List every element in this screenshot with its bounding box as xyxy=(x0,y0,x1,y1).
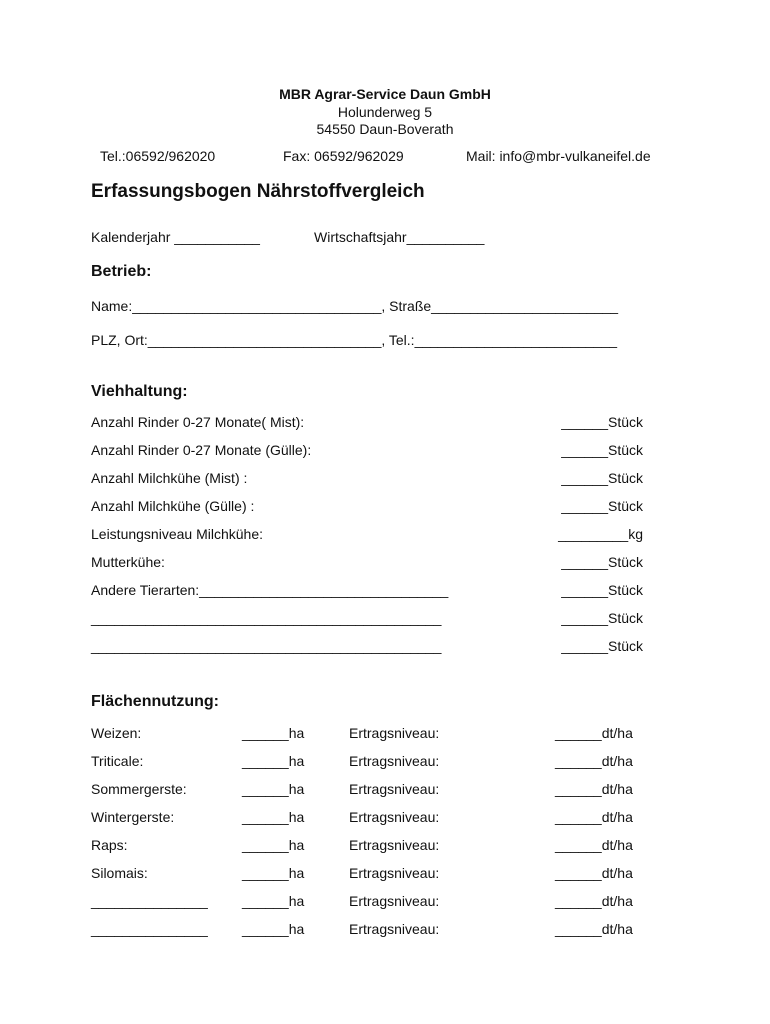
crop-area-field[interactable]: ______ha xyxy=(242,781,305,797)
viehhaltung-row-count-field[interactable]: ______Stück xyxy=(561,470,643,486)
company-street: Holunderweg 5 xyxy=(337,104,433,120)
flaechennutzung-heading: Flächennutzung: xyxy=(91,693,219,710)
viehhaltung-row-label[interactable]: Andere Tierarten:________________________________ xyxy=(91,582,449,598)
ertragsniveau-field[interactable]: ______dt/ha xyxy=(555,837,633,853)
ertragsniveau-label: Ertragsniveau: xyxy=(349,837,440,853)
viehhaltung-row-count-field[interactable]: _________kg xyxy=(558,526,643,542)
crop-label[interactable]: _______________ xyxy=(91,893,208,909)
ertragsniveau-label: Ertragsniveau: xyxy=(349,921,440,937)
viehhaltung-row-label: Anzahl Milchkühe (Gülle) : xyxy=(91,498,255,514)
ertragsniveau-label: Ertragsniveau: xyxy=(349,865,440,881)
ertragsniveau-field[interactable]: ______dt/ha xyxy=(555,921,633,937)
crop-area-field[interactable]: ______ha xyxy=(242,837,305,853)
viehhaltung-row-label: Anzahl Rinder 0-27 Monate (Gülle): xyxy=(91,442,312,458)
crop-area-field[interactable]: ______ha xyxy=(242,921,305,937)
viehhaltung-row-count-field[interactable]: ______Stück xyxy=(561,582,643,598)
crop-label: Triticale: xyxy=(91,753,144,769)
contact-fax: Fax: 06592/962029 xyxy=(283,148,404,164)
ertragsniveau-field[interactable]: ______dt/ha xyxy=(555,753,633,769)
ertragsniveau-label: Ertragsniveau: xyxy=(349,893,440,909)
ertragsniveau-label: Ertragsniveau: xyxy=(349,781,440,797)
contact-tel: Tel.:06592/962020 xyxy=(100,148,216,164)
crop-label: Raps: xyxy=(91,837,128,853)
ertragsniveau-field[interactable]: ______dt/ha xyxy=(555,781,633,797)
ertragsniveau-field[interactable]: ______dt/ha xyxy=(555,809,633,825)
viehhaltung-row-label: Mutterkühe: xyxy=(91,554,165,570)
plz-tel-line[interactable]: PLZ, Ort:______________________________, Tel.:__________________________ xyxy=(91,332,618,348)
viehhaltung-row-label[interactable]: _____________________________________________ xyxy=(91,638,442,654)
kalenderjahr-field[interactable]: Kalenderjahr ___________ xyxy=(91,229,260,245)
ertragsniveau-label: Ertragsniveau: xyxy=(349,753,440,769)
viehhaltung-row-count-field[interactable]: ______Stück xyxy=(561,498,643,514)
ertragsniveau-field[interactable]: ______dt/ha xyxy=(555,865,633,881)
crop-label: Wintergerste: xyxy=(91,809,175,825)
viehhaltung-row-label: Anzahl Milchkühe (Mist) : xyxy=(91,470,248,486)
crop-label: Weizen: xyxy=(91,725,142,741)
company-name: MBR Agrar-Service Daun GmbH xyxy=(279,86,491,102)
viehhaltung-row-count-field[interactable]: ______Stück xyxy=(561,638,643,654)
crop-label[interactable]: _______________ xyxy=(91,921,208,937)
crop-label: Silomais: xyxy=(91,865,148,881)
wirtschaftsjahr-field[interactable]: Wirtschaftsjahr__________ xyxy=(314,229,485,245)
ertragsniveau-label: Ertragsniveau: xyxy=(349,725,440,741)
betrieb-heading: Betrieb: xyxy=(91,263,152,280)
viehhaltung-row-count-field[interactable]: ______Stück xyxy=(561,414,643,430)
viehhaltung-row-count-field[interactable]: ______Stück xyxy=(561,610,643,626)
crop-area-field[interactable]: ______ha xyxy=(242,753,305,769)
viehhaltung-row-label[interactable]: _____________________________________________ xyxy=(91,610,442,626)
viehhaltung-row-label: Anzahl Rinder 0-27 Monate( Mist): xyxy=(91,414,305,430)
crop-label: Sommergerste: xyxy=(91,781,187,797)
ertragsniveau-field[interactable]: ______dt/ha xyxy=(555,725,633,741)
crop-area-field[interactable]: ______ha xyxy=(242,893,305,909)
ertragsniveau-field[interactable]: ______dt/ha xyxy=(555,893,633,909)
viehhaltung-row-count-field[interactable]: ______Stück xyxy=(561,554,643,570)
contact-mail: Mail: info@mbr-vulkaneifel.de xyxy=(466,148,651,164)
page-title: Erfassungsbogen Nährstoffvergleich xyxy=(91,181,425,202)
crop-area-field[interactable]: ______ha xyxy=(242,809,305,825)
viehhaltung-row-count-field[interactable]: ______Stück xyxy=(561,442,643,458)
name-street-line[interactable]: Name:________________________________, Straße________________________ xyxy=(91,298,619,314)
company-city: 54550 Daun-Boverath xyxy=(316,121,454,137)
ertragsniveau-label: Ertragsniveau: xyxy=(349,809,440,825)
viehhaltung-row-label: Leistungsniveau Milchkühe: xyxy=(91,526,263,542)
crop-area-field[interactable]: ______ha xyxy=(242,725,305,741)
crop-area-field[interactable]: ______ha xyxy=(242,865,305,881)
viehhaltung-heading: Viehhaltung: xyxy=(91,383,188,400)
